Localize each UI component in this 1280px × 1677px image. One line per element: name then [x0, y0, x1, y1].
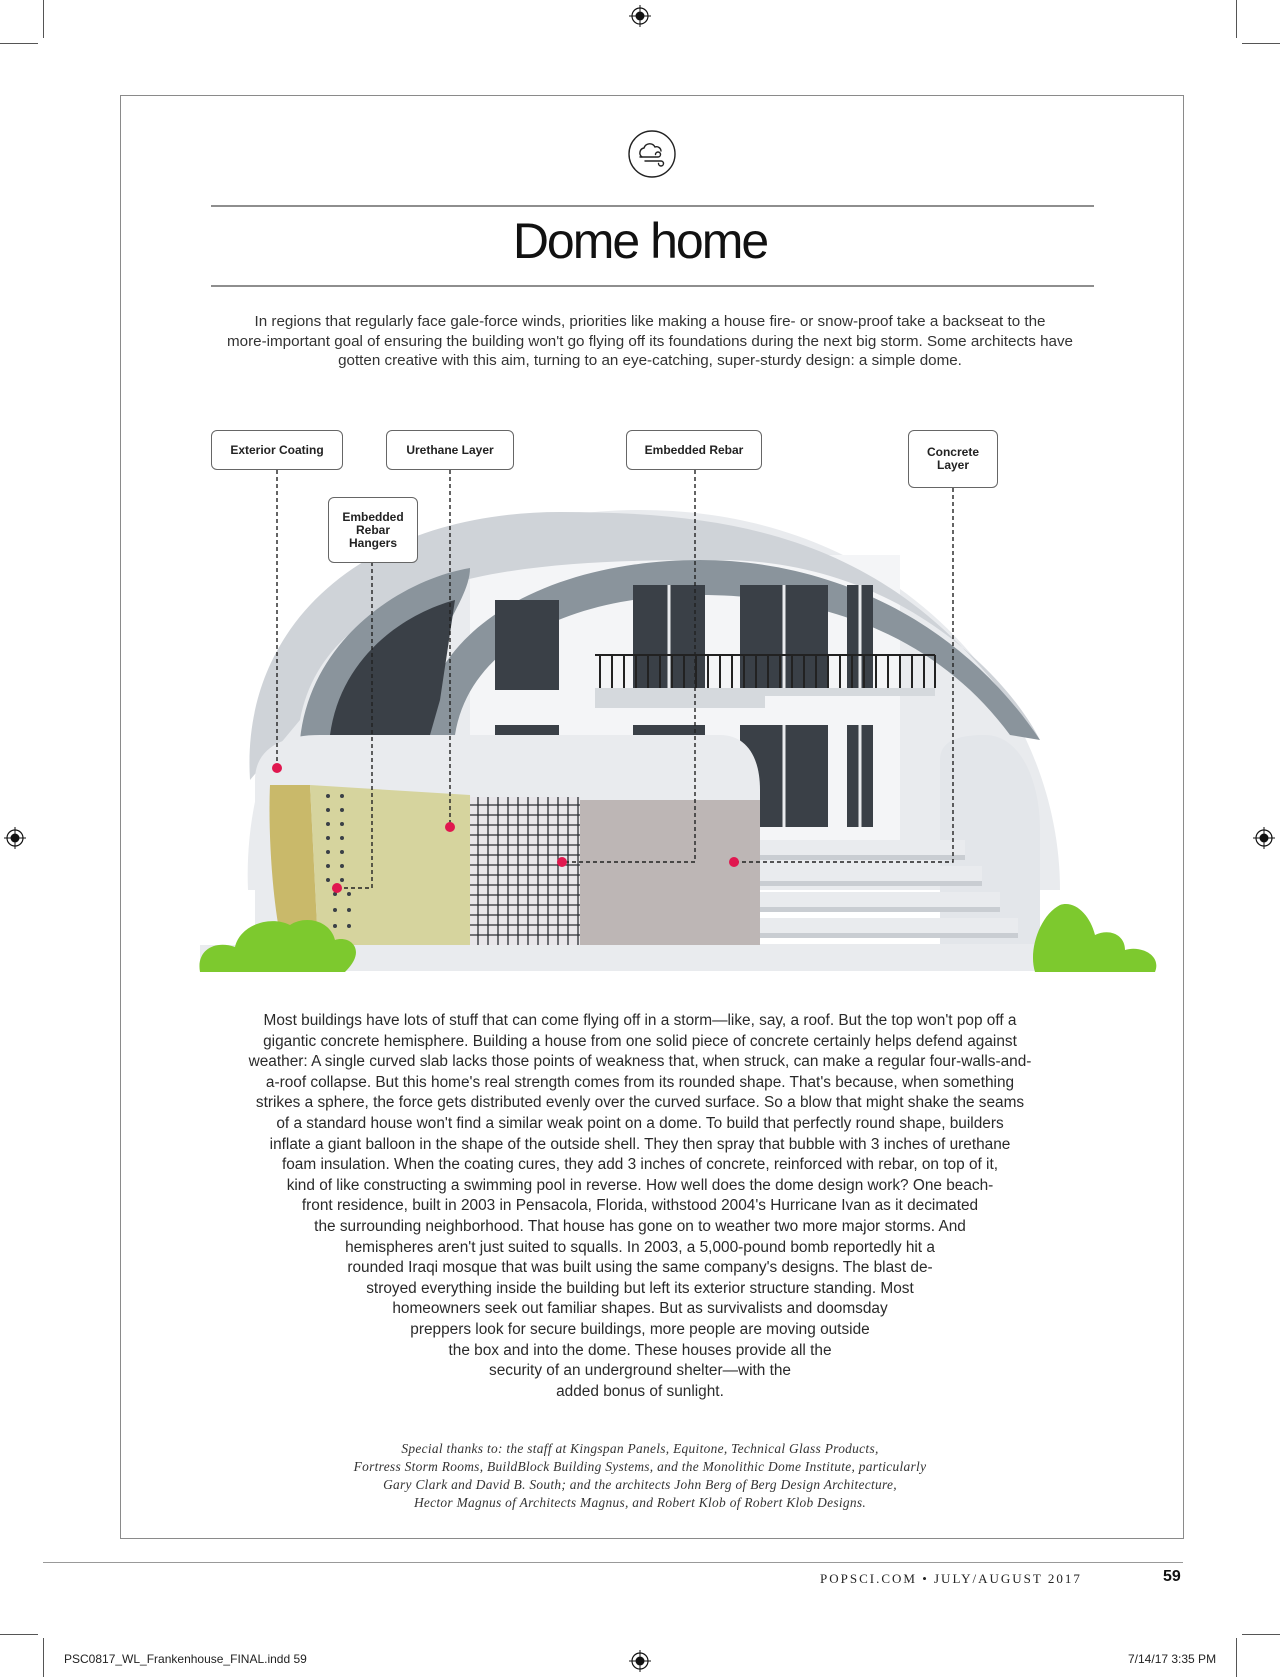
crop-mark	[0, 1634, 38, 1635]
crop-mark	[1242, 1634, 1280, 1635]
cloud-wind-icon	[627, 129, 677, 179]
grass-bush-right	[1033, 904, 1156, 972]
body-line: inflate a giant balloon in the shape of the outside shell. They then spray that bubble with 3 inches of urethane	[269, 1135, 1011, 1153]
body-paragraph	[225, 1011, 1055, 1402]
label-urethane-layer: Urethane Layer	[386, 430, 514, 470]
dome-home-illustration	[0, 420, 1280, 980]
label-concrete-layer: Concrete Layer	[908, 430, 998, 488]
page-number: 59	[1163, 1568, 1181, 1585]
body-line: of a standard house won't find a similar weak point on a dome. To build that perfectly round shape, builders	[276, 1114, 1004, 1132]
embedded-rebar-layer	[470, 797, 580, 945]
crop-mark	[1236, 1638, 1237, 1677]
concrete-layer	[580, 800, 760, 945]
body-line: homeowners seek out familiar shapes. But as survivalists and doomsday	[392, 1300, 888, 1318]
body-line: preppers look for secure buildings, more people are moving outside	[410, 1320, 870, 1338]
body-line: strikes a sphere, the force gets distributed evenly over the curved surface. So a blow that might shake the seams	[255, 1094, 1025, 1112]
body-line: weather: A single curved slab lacks those points of weakness that, when struck, can make a regular four-walls-and-	[248, 1053, 1032, 1071]
registration-mark-icon	[629, 5, 651, 27]
window	[495, 725, 559, 735]
thanks-line: Special thanks to: the staff at Kingspan Panels, Equitone, Technical Glass Products,	[401, 1441, 879, 1456]
label-embedded-rebar-hangers: Embedded Rebar Hangers	[328, 497, 418, 563]
registration-mark-icon	[629, 1650, 651, 1672]
slug-date: 7/14/17 3:35 PM	[1128, 1652, 1217, 1666]
page-title: Dome home	[512, 213, 768, 269]
body-line: security of an underground shelter—with the	[489, 1362, 791, 1380]
folio: POPSCI.COM • JULY/AUGUST 2017	[820, 1571, 1082, 1586]
crop-mark	[43, 0, 44, 38]
balcony	[595, 696, 765, 708]
thanks-line: Fortress Storm Rooms, BuildBlock Building Systems, and the Monolithic Dome Institute, particularly	[353, 1459, 927, 1474]
body-line: a-roof collapse. But this home's real strength comes from its rounded shape. That's because, when something	[265, 1073, 1015, 1091]
body-line: gigantic concrete hemisphere. Building a house from one solid piece of concrete certainly helps defend against	[263, 1032, 1017, 1050]
balcony	[595, 688, 935, 696]
crop-mark	[1236, 0, 1237, 38]
thanks-line: Hector Magnus of Architects Magnus, and Robert Klob of Robert Klob Designs.	[413, 1495, 867, 1510]
body-line: kind of like constructing a swimming pool in reverse. How well does the dome design work? One beach-	[286, 1176, 994, 1194]
crop-mark	[43, 1638, 44, 1677]
body-line: stroyed everything inside the building but left its exterior structure standing. Most	[366, 1279, 914, 1297]
intro-line: gotten creative with this aim, turning to an eye-catching, super-sturdy design: a simple dome.	[338, 352, 962, 369]
crop-mark	[0, 43, 38, 44]
body-line: the surrounding neighborhood. That house has gone on to weather two more major storms. And	[314, 1217, 966, 1235]
body-line: added bonus of sunlight.	[556, 1382, 724, 1400]
footer-rule	[43, 1562, 1183, 1563]
body-line: hemispheres aren't just suited to squalls. In 2003, a 5,000-pound bomb reportedly hit a	[345, 1238, 935, 1256]
intro-line: In regions that regularly face gale-force winds, priorities like making a house fire- or snow-proof take a backseat to the	[254, 313, 1046, 330]
title-rule-bottom	[211, 285, 1094, 287]
window	[495, 600, 559, 690]
label-embedded-rebar: Embedded Rebar	[626, 430, 762, 470]
body-line: the box and into the dome. These houses provide all the	[448, 1341, 832, 1359]
acknowledgements	[260, 1440, 1020, 1512]
body-line: rounded Iraqi mosque that was built using the same company's designs. The blast de-	[347, 1259, 933, 1277]
window	[633, 725, 705, 735]
slug-filename: PSC0817_WL_Frankenhouse_FINAL.indd 59	[64, 1652, 307, 1666]
body-line: front residence, built in 2003 in Pensacola, Florida, withstood 2004's Hurricane Ivan as it decimated	[301, 1197, 979, 1215]
crop-mark	[1242, 43, 1280, 44]
label-exterior-coating: Exterior Coating	[211, 430, 343, 470]
title-rule-top	[211, 205, 1094, 207]
body-line: foam insulation. When the coating cures, they add 3 inches of concrete, reinforced with rebar, on top of it,	[281, 1156, 999, 1174]
intro-line: more-important goal of ensuring the building won't go flying off its foundations during the next big storm. Some architects have	[227, 332, 1073, 350]
thanks-line: Gary Clark and David B. South; and the architects John Berg of Berg Design Architecture,	[383, 1477, 897, 1492]
intro-paragraph	[215, 312, 1085, 371]
body-line: Most buildings have lots of stuff that can come flying off in a storm—like, say, a roof. But the top won't pop off a	[263, 1012, 1017, 1029]
